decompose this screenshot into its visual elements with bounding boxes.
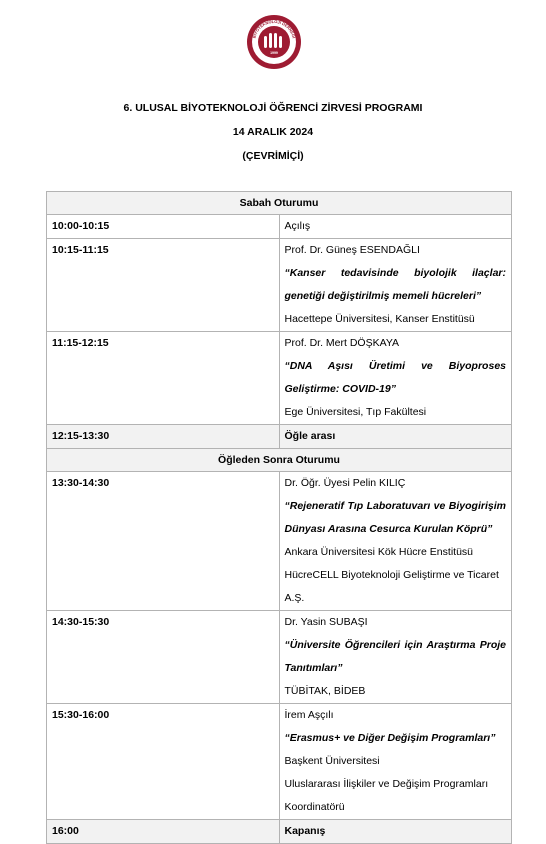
- session-details: [279, 820, 512, 844]
- session-details: [279, 215, 512, 239]
- society-logo: [246, 14, 302, 70]
- session-details: [279, 239, 512, 332]
- session-time: 10:00-10:15: [47, 215, 280, 239]
- logo-text-top: BİYOTEKNOLOJİ DERNEĞİ: [251, 18, 297, 39]
- session-speaker: Dr. Yasin SUBAŞI: [284, 616, 368, 628]
- session-closing: Kapanış: [284, 825, 326, 837]
- session-talk-title: “Rejeneratif Tıp Laboratuvarı ve Biyogirişim Dünyası Arasına Cesurca Kurulan Köprü”: [284, 500, 506, 535]
- table-row: [47, 425, 512, 449]
- session-affiliation: Hacettepe Üniversitesi, Kanser Enstitüsü: [284, 313, 475, 325]
- session-time: 10:15-11:15: [47, 239, 280, 332]
- logo-year: 1999: [270, 51, 278, 55]
- session-details: [279, 332, 512, 425]
- table-row: [47, 332, 512, 425]
- table-row: [47, 215, 512, 239]
- table-row: [47, 820, 512, 844]
- session-details: [279, 425, 512, 449]
- session-talk-title: “Üniversite Öğrencileri için Araştırma Proje Tanıtımları”: [284, 639, 506, 674]
- session-details: [279, 611, 512, 704]
- section-title: Öğleden Sonra Oturumu: [47, 449, 512, 472]
- session-affiliation: Ege Üniversitesi, Tıp Fakültesi: [284, 406, 427, 418]
- program-title: 6. ULUSAL BİYOTEKNOLOJİ ÖĞRENCİ ZİRVESİ PROGRAMI: [123, 102, 423, 114]
- session-affiliation: TÜBİTAK, BİDEB: [284, 685, 366, 697]
- session-time: 16:00: [47, 820, 280, 844]
- session-speaker: Prof. Dr. Güneş ESENDAĞLI: [284, 244, 420, 256]
- session-details: [279, 704, 512, 820]
- session-time: 11:15-12:15: [47, 332, 280, 425]
- session-speaker: İrem Aşçılı: [284, 709, 334, 721]
- table-row: [47, 704, 512, 820]
- section-header-afternoon: [47, 449, 512, 472]
- program-table: [46, 191, 512, 844]
- session-time: 15:30-16:00: [47, 704, 280, 820]
- program-date: 14 ARALIK 2024: [232, 126, 314, 138]
- session-speaker: Açılış: [284, 220, 311, 232]
- session-talk-title: “Kanser tedavisinde biyolojik ilaçlar: genetiği değiştirilmiş memeli hücreleri”: [284, 267, 506, 302]
- session-affiliation: Uluslararası İlişkiler ve Değişim Programları Koordinatörü: [284, 778, 489, 813]
- session-details: [279, 472, 512, 611]
- session-speaker: Dr. Öğr. Üyesi Pelin KILIÇ: [284, 477, 406, 489]
- session-affiliation: Ankara Üniversitesi Kök Hücre Enstitüsü: [284, 546, 473, 558]
- program-format: (ÇEVRİMİÇİ): [242, 150, 304, 162]
- table-row: [47, 611, 512, 704]
- section-title: Sabah Oturumu: [47, 192, 512, 215]
- session-affiliation: HücreCELL Biyoteknoloji Geliştirme ve Ticaret A.Ş.: [284, 569, 499, 604]
- session-break: Öğle arası: [284, 430, 336, 442]
- section-header-morning: [47, 192, 512, 215]
- session-talk-title: “Erasmus+ ve Diğer Değişim Programları”: [284, 732, 496, 744]
- session-speaker: Prof. Dr. Mert DÖŞKAYA: [284, 337, 400, 349]
- session-time: 14:30-15:30: [47, 611, 280, 704]
- session-affiliation: Başkent Üniversitesi: [284, 755, 380, 767]
- table-row: [47, 472, 512, 611]
- session-talk-title: “DNA Aşısı Üretimi ve Biyoproses Geliştirme: COVID-19”: [284, 360, 506, 395]
- session-time: 12:15-13:30: [47, 425, 280, 449]
- session-time: 13:30-14:30: [47, 472, 280, 611]
- table-row: [47, 239, 512, 332]
